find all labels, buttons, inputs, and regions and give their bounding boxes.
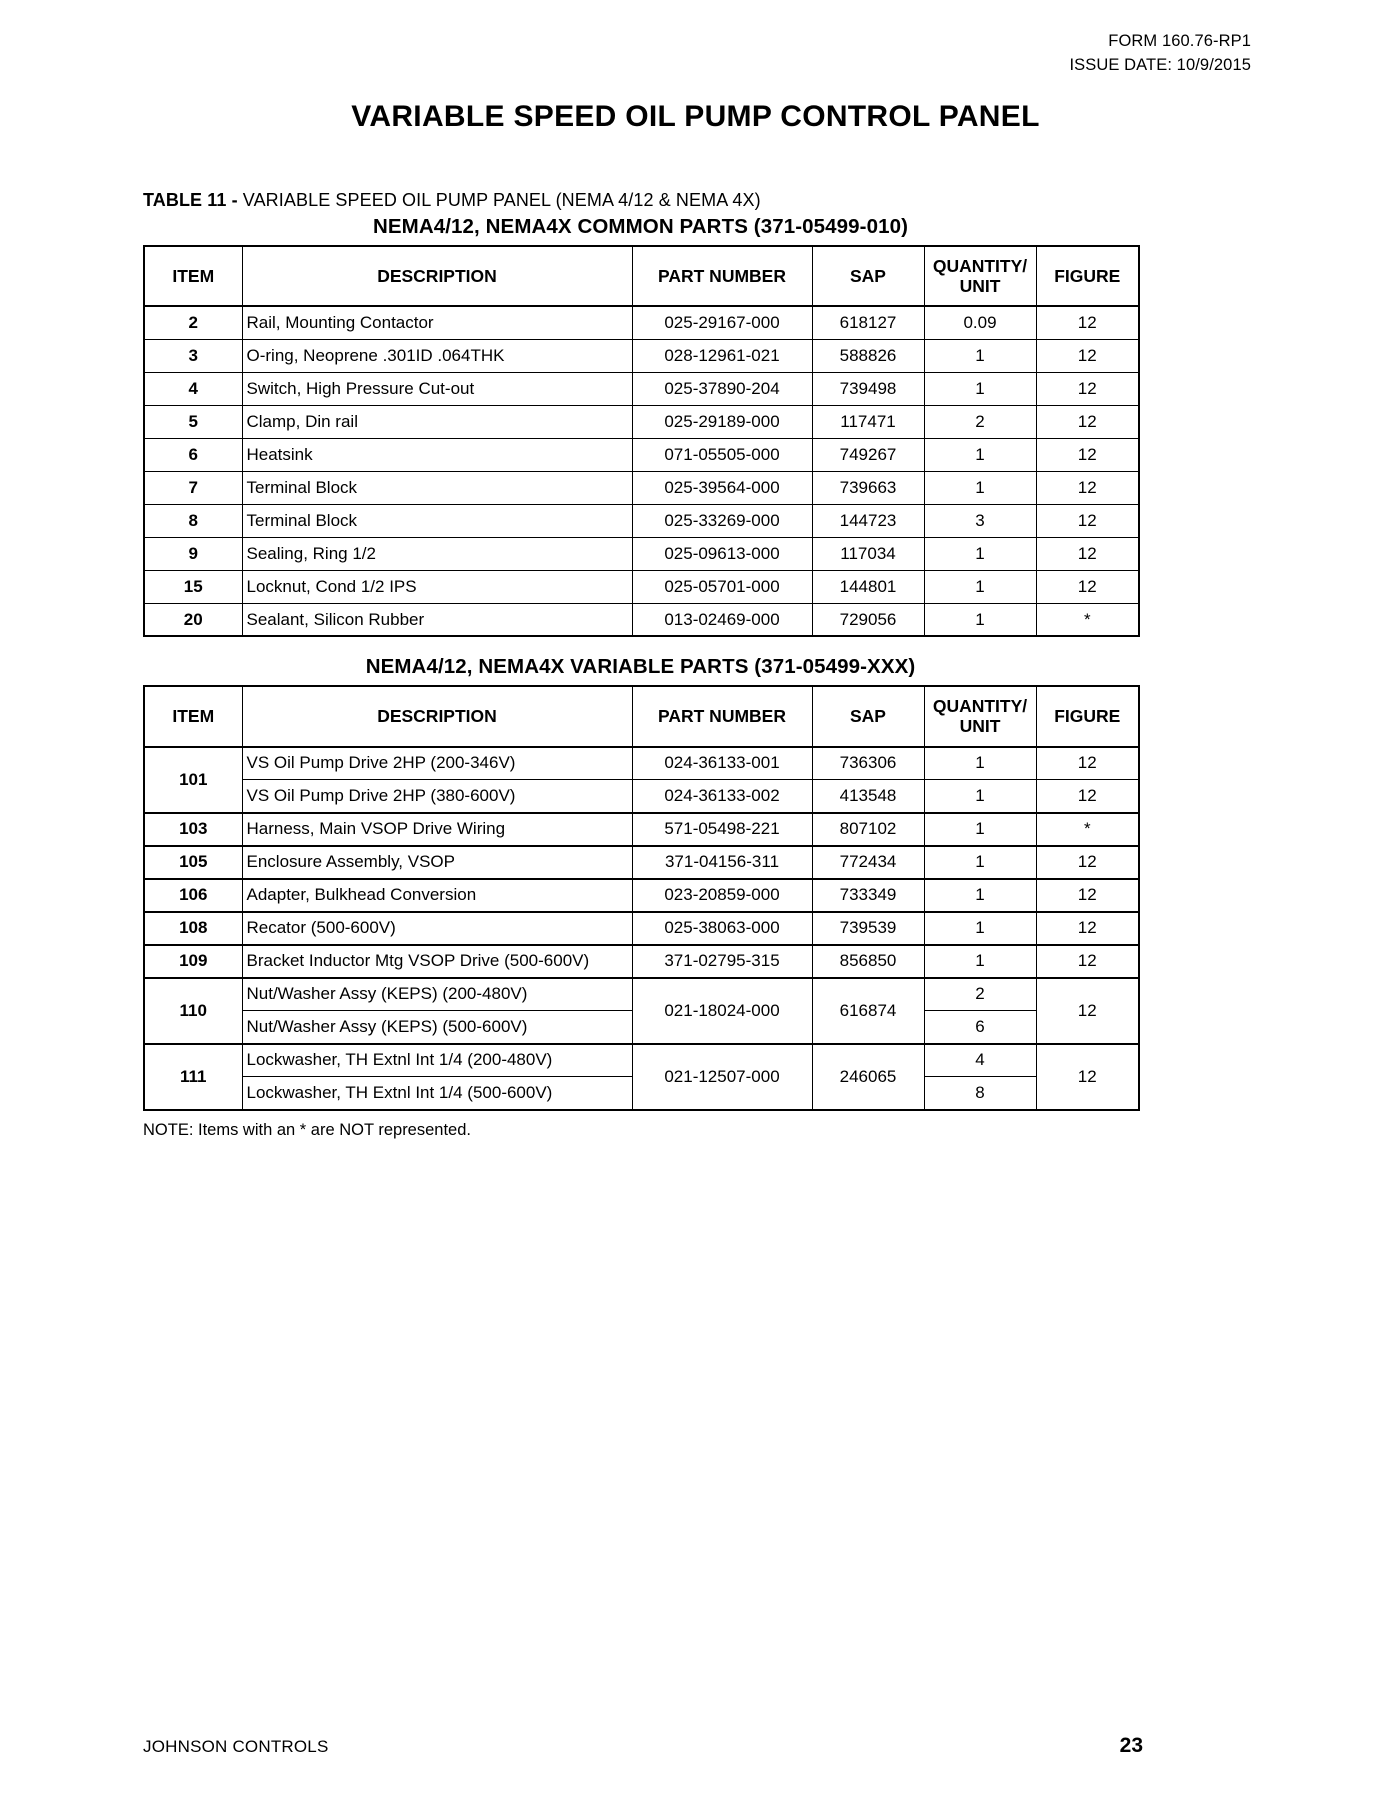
table-row bbox=[144, 372, 1139, 405]
item: 7 bbox=[144, 471, 242, 504]
common-parts-table-head bbox=[144, 246, 1139, 306]
column-header-figure: FIGURE bbox=[1036, 246, 1139, 306]
table-row bbox=[144, 306, 1139, 339]
cell-description: Lockwasher, TH Extnl Int 1/4 (500-600V) bbox=[242, 1077, 632, 1110]
cell-description: Nut/Washer Assy (KEPS) (200-480V) bbox=[242, 978, 632, 1011]
cell-sap: 856850 bbox=[812, 945, 924, 978]
cell-part-number: 013-02469-000 bbox=[632, 603, 812, 636]
document-header bbox=[1069, 30, 1251, 78]
table-note: NOTE: Items with an * are NOT represented. bbox=[143, 1120, 471, 1139]
table-header-row bbox=[144, 686, 1139, 746]
column-header-quantity-unit bbox=[924, 686, 1036, 746]
column-header-description: DESCRIPTION bbox=[242, 686, 632, 746]
table-row bbox=[144, 471, 1139, 504]
table-caption-label: TABLE 11 - bbox=[143, 190, 243, 210]
cell-figure: 12 bbox=[1036, 438, 1139, 471]
item: 8 bbox=[144, 504, 242, 537]
column-header-part-number: PART NUMBER bbox=[632, 686, 812, 746]
cell-part-number: 023-20859-000 bbox=[632, 879, 812, 912]
cell-part-number: 025-29167-000 bbox=[632, 306, 812, 339]
table-row bbox=[144, 846, 1139, 879]
cell-description: Harness, Main VSOP Drive Wiring bbox=[242, 813, 632, 846]
cell-part-number: 028-12961-021 bbox=[632, 339, 812, 372]
cell-sap: 733349 bbox=[812, 879, 924, 912]
column-header-item: ITEM bbox=[144, 246, 242, 306]
cell-sap: 729056 bbox=[812, 603, 924, 636]
cell-description: Clamp, Din rail bbox=[242, 405, 632, 438]
cell-sap: 144801 bbox=[812, 570, 924, 603]
cell-figure: 12 bbox=[1036, 945, 1139, 978]
cell-description: Heatsink bbox=[242, 438, 632, 471]
form-number: FORM 160.76-RP1 bbox=[1108, 32, 1251, 50]
cell-figure: 12 bbox=[1036, 780, 1139, 813]
cell-part-number: 071-05505-000 bbox=[632, 438, 812, 471]
quantity-unit-line-1: QUANTITY/ bbox=[932, 256, 1028, 276]
cell-sap: 117034 bbox=[812, 537, 924, 570]
cell-description: Terminal Block bbox=[242, 471, 632, 504]
cell-sap: 117471 bbox=[812, 405, 924, 438]
cell-figure: 12 bbox=[1036, 471, 1139, 504]
cell-figure: 12 bbox=[1036, 306, 1139, 339]
issue-date: ISSUE DATE: 10/9/2015 bbox=[1069, 55, 1251, 74]
cell-part-number: 025-38063-000 bbox=[632, 912, 812, 945]
cell-part-number: 025-39564-000 bbox=[632, 471, 812, 504]
table-row bbox=[144, 603, 1139, 636]
table-row bbox=[144, 438, 1139, 471]
cell-part-number: 025-37890-204 bbox=[632, 372, 812, 405]
cell-quantity: 3 bbox=[924, 504, 1036, 537]
cell-quantity: 1 bbox=[924, 438, 1036, 471]
cell-description: Rail, Mounting Contactor bbox=[242, 306, 632, 339]
cell-part-number: 021-12507-000 bbox=[632, 1044, 812, 1110]
cell-figure: 12 bbox=[1036, 747, 1139, 780]
cell-quantity: 1 bbox=[924, 537, 1036, 570]
table-row bbox=[144, 405, 1139, 438]
cell-part-number: 025-29189-000 bbox=[632, 405, 812, 438]
column-header-sap: SAP bbox=[812, 686, 924, 746]
cell-figure: 12 bbox=[1036, 978, 1139, 1044]
item: 3 bbox=[144, 339, 242, 372]
common-parts-heading: NEMA4/12, NEMA4X COMMON PARTS (371-05499-010) bbox=[373, 215, 908, 238]
cell-sap: 618127 bbox=[812, 306, 924, 339]
cell-description: Locknut, Cond 1/2 IPS bbox=[242, 570, 632, 603]
quantity-unit-line-1: QUANTITY/ bbox=[932, 696, 1028, 717]
cell-figure: 12 bbox=[1036, 1044, 1139, 1110]
cell-figure: 12 bbox=[1036, 537, 1139, 570]
cell-quantity: 1 bbox=[924, 747, 1036, 780]
cell-quantity: 2 bbox=[924, 978, 1036, 1011]
item: 4 bbox=[144, 372, 242, 405]
cell-part-number: 025-33269-000 bbox=[632, 504, 812, 537]
cell-quantity: 6 bbox=[924, 1011, 1036, 1044]
cell-description: Enclosure Assembly, VSOP bbox=[242, 846, 632, 879]
variable-parts-table-body bbox=[144, 747, 1139, 1110]
cell-quantity: 1 bbox=[924, 846, 1036, 879]
table-row bbox=[144, 570, 1139, 603]
cell-description: Bracket Inductor Mtg VSOP Drive (500-600V) bbox=[242, 945, 632, 978]
column-header-part-number: PART NUMBER bbox=[632, 246, 812, 306]
cell-sap: 807102 bbox=[812, 813, 924, 846]
cell-item: 109 bbox=[144, 945, 242, 978]
table-row bbox=[144, 813, 1139, 846]
cell-part-number: 025-09613-000 bbox=[632, 537, 812, 570]
cell-part-number: 371-02795-315 bbox=[632, 945, 812, 978]
cell-quantity: 1 bbox=[924, 780, 1036, 813]
common-parts-table-body bbox=[144, 306, 1139, 636]
cell-sap: 739663 bbox=[812, 471, 924, 504]
table-row bbox=[144, 1044, 1139, 1077]
table-caption-text: VARIABLE SPEED OIL PUMP PANEL (NEMA 4/12 & NEMA 4X) bbox=[242, 190, 761, 210]
item: 6 bbox=[144, 438, 242, 471]
item: 2 bbox=[144, 306, 242, 339]
cell-sap: 246065 bbox=[812, 1044, 924, 1110]
cell-item: 101 bbox=[144, 747, 242, 813]
cell-figure: * bbox=[1036, 813, 1139, 846]
table-row bbox=[144, 339, 1139, 372]
cell-description: Adapter, Bulkhead Conversion bbox=[242, 879, 632, 912]
column-header-figure: FIGURE bbox=[1036, 686, 1139, 746]
cell-sap: 736306 bbox=[812, 747, 924, 780]
cell-part-number: 021-18024-000 bbox=[632, 978, 812, 1044]
variable-parts-table-head bbox=[144, 686, 1139, 746]
cell-description: Terminal Block bbox=[242, 504, 632, 537]
page-footer bbox=[143, 1734, 1143, 1758]
cell-description: VS Oil Pump Drive 2HP (380-600V) bbox=[242, 780, 632, 813]
column-header-sap: SAP bbox=[812, 246, 924, 306]
table-row bbox=[144, 978, 1139, 1011]
cell-item: 106 bbox=[144, 879, 242, 912]
column-header-quantity-unit bbox=[924, 246, 1036, 306]
cell-sap: 144723 bbox=[812, 504, 924, 537]
table-row bbox=[144, 747, 1139, 780]
cell-quantity: 4 bbox=[924, 1044, 1036, 1077]
footer-page-number: 23 bbox=[1119, 1734, 1143, 1757]
cell-figure: 12 bbox=[1036, 372, 1139, 405]
cell-part-number: 025-05701-000 bbox=[632, 570, 812, 603]
cell-description: Recator (500-600V) bbox=[242, 912, 632, 945]
content-area bbox=[143, 190, 1138, 1140]
cell-item: 103 bbox=[144, 813, 242, 846]
table-row bbox=[144, 780, 1139, 813]
cell-description: Nut/Washer Assy (KEPS) (500-600V) bbox=[242, 1011, 632, 1044]
cell-figure: * bbox=[1036, 603, 1139, 636]
cell-figure: 12 bbox=[1036, 405, 1139, 438]
cell-description: Sealing, Ring 1/2 bbox=[242, 537, 632, 570]
cell-sap: 413548 bbox=[812, 780, 924, 813]
cell-quantity: 0.09 bbox=[924, 306, 1036, 339]
cell-figure: 12 bbox=[1036, 570, 1139, 603]
page-title: VARIABLE SPEED OIL PUMP CONTROL PANEL bbox=[351, 100, 1040, 133]
table-row bbox=[144, 945, 1139, 978]
cell-quantity: 1 bbox=[924, 813, 1036, 846]
cell-quantity: 1 bbox=[924, 570, 1036, 603]
cell-quantity: 1 bbox=[924, 603, 1036, 636]
table-caption bbox=[143, 190, 1138, 211]
column-header-description: DESCRIPTION bbox=[242, 246, 632, 306]
cell-description: Sealant, Silicon Rubber bbox=[242, 603, 632, 636]
table-row bbox=[144, 504, 1139, 537]
cell-sap: 588826 bbox=[812, 339, 924, 372]
cell-item: 108 bbox=[144, 912, 242, 945]
cell-part-number: 024-36133-001 bbox=[632, 747, 812, 780]
cell-quantity: 1 bbox=[924, 945, 1036, 978]
cell-figure: 12 bbox=[1036, 846, 1139, 879]
table-row bbox=[144, 879, 1139, 912]
cell-item: 110 bbox=[144, 978, 242, 1044]
item: 9 bbox=[144, 537, 242, 570]
cell-quantity: 8 bbox=[924, 1077, 1036, 1110]
quantity-unit-line-2: UNIT bbox=[959, 716, 1001, 737]
cell-description: O-ring, Neoprene .301ID .064THK bbox=[242, 339, 632, 372]
cell-sap: 739539 bbox=[812, 912, 924, 945]
table-row bbox=[144, 537, 1139, 570]
quantity-unit-line-2: UNIT bbox=[959, 276, 1001, 297]
cell-sap: 772434 bbox=[812, 846, 924, 879]
common-parts-table bbox=[143, 245, 1140, 637]
cell-part-number: 024-36133-002 bbox=[632, 780, 812, 813]
cell-item: 111 bbox=[144, 1044, 242, 1110]
cell-figure: 12 bbox=[1036, 912, 1139, 945]
cell-sap: 739498 bbox=[812, 372, 924, 405]
item: 15 bbox=[144, 570, 242, 603]
cell-quantity: 1 bbox=[924, 339, 1036, 372]
cell-sap: 749267 bbox=[812, 438, 924, 471]
item: 20 bbox=[144, 603, 242, 636]
cell-figure: 12 bbox=[1036, 879, 1139, 912]
item: 5 bbox=[144, 405, 242, 438]
table-header-row bbox=[144, 246, 1139, 306]
variable-parts-table bbox=[143, 685, 1140, 1110]
column-header-item: ITEM bbox=[144, 686, 242, 746]
cell-figure: 12 bbox=[1036, 339, 1139, 372]
cell-description: VS Oil Pump Drive 2HP (200-346V) bbox=[242, 747, 632, 780]
cell-description: Lockwasher, TH Extnl Int 1/4 (200-480V) bbox=[242, 1044, 632, 1077]
footer-brand: JOHNSON CONTROLS bbox=[143, 1737, 329, 1756]
table-row bbox=[144, 912, 1139, 945]
cell-item: 105 bbox=[144, 846, 242, 879]
variable-parts-heading: NEMA4/12, NEMA4X VARIABLE PARTS (371-05499-XXX) bbox=[365, 655, 916, 679]
cell-figure: 12 bbox=[1036, 504, 1139, 537]
cell-quantity: 1 bbox=[924, 879, 1036, 912]
cell-quantity: 2 bbox=[924, 405, 1036, 438]
cell-part-number: 371-04156-311 bbox=[632, 846, 812, 879]
cell-quantity: 1 bbox=[924, 471, 1036, 504]
cell-description: Switch, High Pressure Cut-out bbox=[242, 372, 632, 405]
cell-quantity: 1 bbox=[924, 912, 1036, 945]
cell-quantity: 1 bbox=[924, 372, 1036, 405]
cell-part-number: 571-05498-221 bbox=[632, 813, 812, 846]
cell-sap: 616874 bbox=[812, 978, 924, 1044]
